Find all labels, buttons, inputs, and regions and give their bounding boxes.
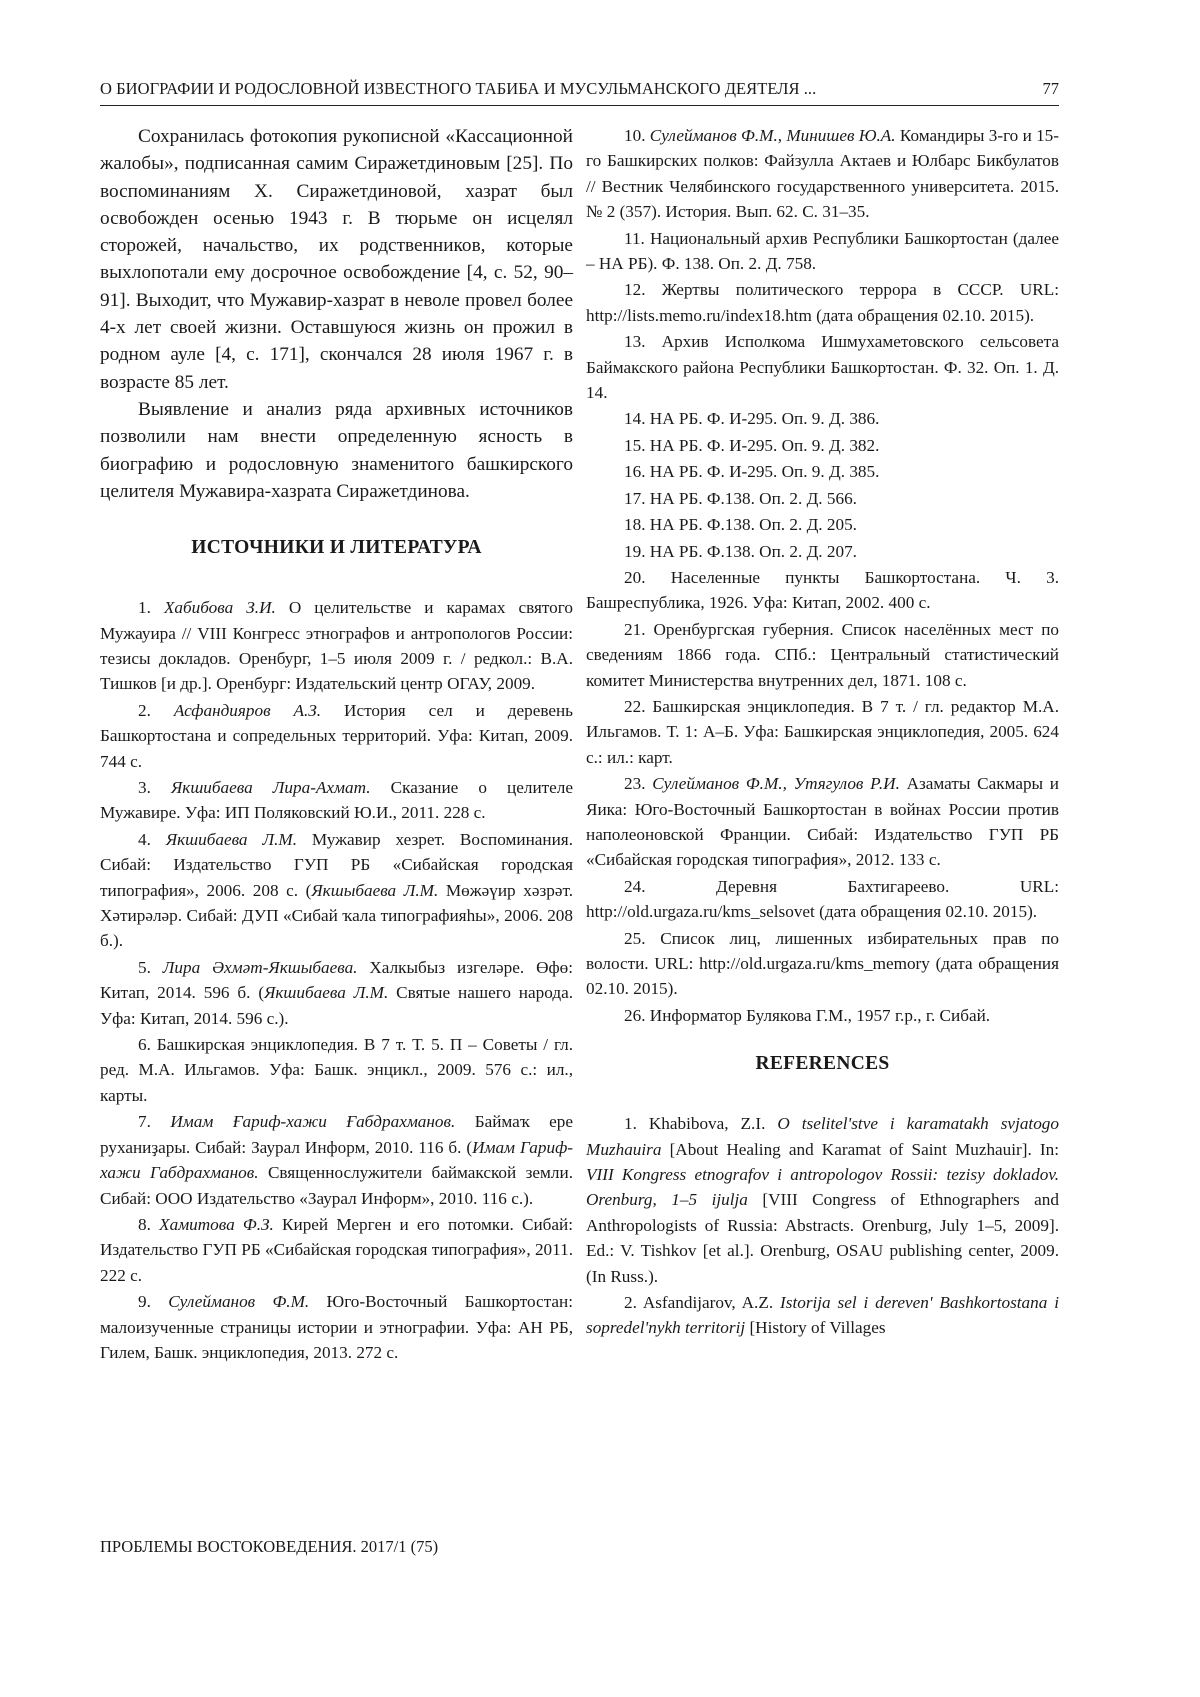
reference-item: 9. Сулейманов Ф.М. Юго-Восточный Башкортостан: малоизученные страницы истории и этнографии. Уфа: АН РБ, Гилем, Башк. энциклопедия, 2013. 272 с. [100,1292,574,1362]
reference-item: 4. Якшибаева Л.М. Мужавир хезрет. Воспоминания. Сибай: Издательство ГУП РБ «Сибайская городская типография», 2006. 208 с. (Якшыбаева Л.М. Мөжәүир хәзрәт. Хәтирәләр. Сибай: ДУП «Сибай ҡала типографияһы», 2006. 208 б.). [100,829,573,951]
references-heading: REFERENCES [755,1053,890,1075]
reference-item: 21. Оренбургская губерния. Список населённых мест по сведениям 1866 года. СПб.: Центральный статистический комитет Министерства внутренних дел, 1871. 108 с. [586,619,1059,690]
running-title: О БИОГРАФИИ И РОДОСЛОВНОЙ ИЗВЕСТНОГО ТАБИБА И МУСУЛЬМАНСКОГО ДЕЯТЕЛЯ ... [100,79,817,98]
reference-item: 3. Якшибаева Лира-Ахмат. Сказание о целителе Мужавире. Уфа: ИП Поляковский Ю.И., 2011. 228 с. [100,778,573,823]
reference-item: 18. НА РБ. Ф.138. Оп. 2. Д. 205. [624,515,857,535]
reference-item: 22. Башкирская энциклопедия. В 7 т. / гл. редактор М.А. Ильгамов. Т. 1: А–Б. Уфа: Башкирская энциклопедия, 2005. 624 с.: ил.: карт. [586,696,1059,767]
right-column [586,123,1059,1342]
reference-item: 12. Жертвы политического террора в СССР. URL: http://lists.memo.ru/index18.htm (дата обращения 02.10. 2015). [586,280,1059,325]
reference-item: 13. Архив Исполкома Ишмухаметовского сельсовета Баймакского района Республики Башкортостан. Ф. 32. Оп. 1. Д. 14. [586,332,1059,403]
reference-item: 17. НА РБ. Ф.138. Оп. 2. Д. 566. [624,488,857,508]
page-number: 77 [1042,79,1059,98]
reference-item-en: 1. Khabibova, Z.I. O tselitel'stve i karamatakh svjatogo Muzhauira [About Healing and Karamat of Saint Muzhauir]. In: VIII Kongress etnografov i antropologov Rossii: tezisy dokladov. Orenburg, 1–5 ijulja [VIII Congress of Ethnographers and Anthropologists of Russia: Abstracts. Orenburg, July 1–5, 2009]. Ed.: V. Tishkov [et al.]. Orenburg, OSAU publishing center, 2009. (In Russ.). [586,1114,1059,1286]
reference-item: 23. Сулейманов Ф.М., Утягулов Р.И. Азаматы Сакмары и Яика: Юго-Восточный Башкортостан в войнах России против наполеоновской Франции. Сибай: Издательство ГУП РБ «Сибайская городская типография», 2012. 133 с. [586,774,1059,870]
running-header [100,79,1059,106]
sources-heading: ИСТОЧНИКИ И ЛИТЕРАТУРА [191,537,482,559]
reference-item: 1. Хабибова З.И. О целительстве и карамах святого Мужауира // VIII Конгресс этнографов и антропологов России: тезисы докладов. Оренбург, 1–5 июля 2009 г. / редкол.: В.А. Тишков [и др.]. Оренбург: Издательский центр ОГАУ, 2009. [100,598,573,694]
body-paragraph: Сохранилась фотокопия рукописной «Кассационной жалобы», подписанная самим Сиражетдиновым [25]. По воспоминаниям Х. Сиражетдиновой, хазрат был освобожден осенью 1943 г. В тюрьме он исцелял сторожей, начальство, их родственников, которые выхлопотали ему досрочное освобождение [4, с. 52, 90–91]. Выходит, что Мужавир-хазрат в неволе провел более 4-х лет своей жизни. Оставшуюся жизнь он прожил в родном ауле [4, с. 171], скончался 28 июля 1967 г. в возрасте 85 лет. [100,126,573,393]
reference-item: 11. Национальный архив Республики Башкортостан (далее – НА РБ). Ф. 138. Оп. 2. Д. 758. [586,228,1059,274]
reference-item: 14. НА РБ. Ф. И-295. Оп. 9. Д. 386. [624,409,880,429]
reference-item: 5. Лира Әхмәт-Якшыбаева. Халкыбыз изгеләре. Өфө: Китап, 2014. 596 б. (Якшибаева Л.М. Святые нашего народа. Уфа: Китап, 2014. 596 с.). [100,957,574,1028]
reference-item-en: 2. Asfandijarov, A.Z. Istorija sel i dereven' Bashkortostana i sopredel'nykh territorij [History of Villages [586,1293,1059,1338]
journal-footer: ПРОБЛЕМЫ ВОСТОКОВЕДЕНИЯ. 2017/1 (75) [100,1537,439,1556]
reference-item: 24. Деревня Бахтигареево. URL: http://old.urgaza.ru/kms_selsovet (дата обращения 02.10. 2015). [586,876,1059,922]
reference-item: 2. Асфандияров А.З. История сел и деревень Башкортостана и сопредельных территорий. Уфа: Китап, 2009. 744 с. [100,700,574,771]
reference-item: 16. НА РБ. Ф. И-295. Оп. 9. Д. 385. [624,462,880,482]
reference-item: 7. Имам Ғариф-хажи Ғабдрахманов. Баймаҡ ере руханиҙары. Сибай: Заурал Информ, 2010. 116 б. (Имам Гариф-хажи Габдрахманов. Священнослужители баймакской земли. Сибай: ООО Издательство «Заурал Информ», 2010. 116 с.). [100,1112,574,1208]
left-column [100,123,573,1366]
reference-item: 19. НА РБ. Ф.138. Оп. 2. Д. 207. [624,541,857,561]
reference-item: 20. Населенные пункты Башкортостана. Ч. 3. Башреспублика, 1926. Уфа: Китап, 2002. 400 с. [586,567,1059,613]
reference-item: 8. Хамитова Ф.З. Кирей Мерген и его потомки. Сибай: Издательство ГУП РБ «Сибайская городская типография», 2011. 222 с. [100,1214,573,1285]
body-paragraph: Выявление и анализ ряда архивных источников позволили нам внести определенную ясность в биографию и родословную знаменитого башкирского целителя Мужавира-хазрата Сиражетдинова. [100,398,573,502]
reference-item: 25. Список лиц, лишенных избирательных прав по волости. URL: http://old.urgaza.ru/kms_memory (дата обращения 02.10. 2015). [586,928,1059,999]
reference-item: 10. Сулейманов Ф.М., Минишев Ю.А. Командиры 3-го и 15-го Башкирских полков: Файзулла Актаев и Юлбарс Бикбулатов // Вестник Челябинского государственного университета. 2015. № 2 (357). История. Вып. 62. С. 31–35. [586,126,1059,222]
reference-item: 26. Информатор Булякова Г.М., 1957 г.р., г. Сибай. [624,1005,991,1025]
reference-item: 6. Башкирская энциклопедия. В 7 т. Т. 5. П – Советы / гл. ред. М.А. Ильгамов. Уфа: Башк. энцикл., 2009. 576 с.: ил., карты. [100,1035,573,1105]
reference-item: 15. НА РБ. Ф. И-295. Оп. 9. Д. 382. [624,435,880,455]
